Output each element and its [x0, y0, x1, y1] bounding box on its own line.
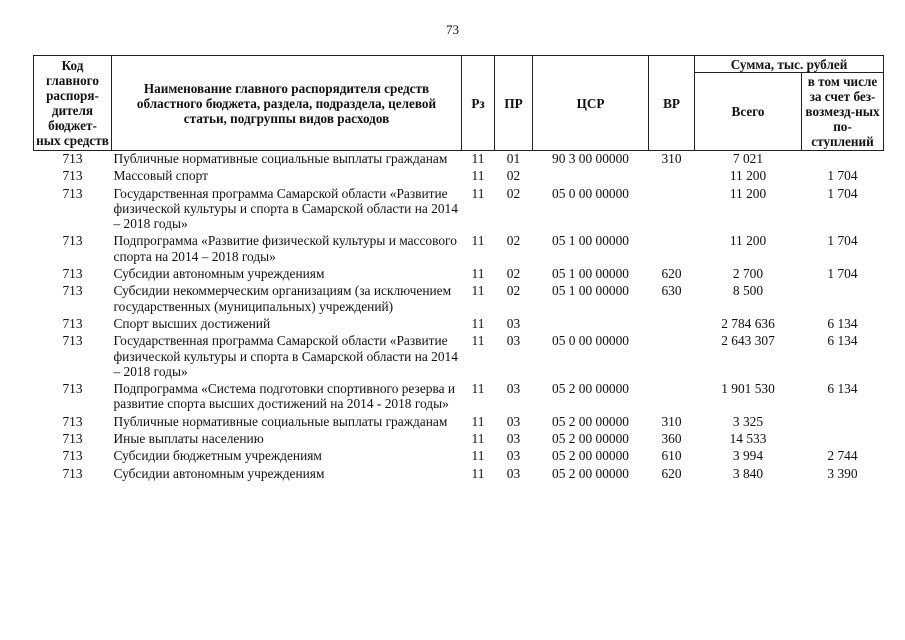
header-csr: ЦСР	[533, 56, 649, 151]
cell-code: 713	[62, 448, 83, 464]
table-row	[34, 266, 884, 283]
cell-free: 2 744	[827, 448, 858, 464]
cell-csr: 05 0 00 00000	[552, 333, 629, 349]
table-row	[34, 333, 884, 381]
cell-pr: 02	[506, 168, 521, 184]
cell-vr	[649, 233, 695, 266]
cell-total: 8 500	[732, 283, 764, 299]
cell-vr	[649, 333, 695, 381]
header-total: Всего	[695, 73, 802, 151]
cell-total: 3 840	[732, 465, 764, 481]
cell-code: 713	[62, 266, 83, 282]
table-body	[34, 151, 884, 483]
cell-csr	[533, 316, 649, 333]
cell-vr: 610	[661, 448, 682, 464]
cell-pr: 03	[506, 315, 521, 331]
cell-csr	[533, 168, 649, 185]
header-sum: Сумма, тыс. рублей	[695, 56, 884, 73]
cell-name: Спорт высших достижений	[113, 315, 271, 331]
table-row	[34, 448, 884, 465]
cell-pr: 02	[506, 266, 521, 282]
cell-pr: 03	[506, 381, 521, 397]
table-row	[34, 233, 884, 266]
cell-rz: 11	[471, 168, 485, 184]
cell-csr: 05 2 00 00000	[552, 413, 629, 429]
cell-rz: 11	[471, 448, 485, 464]
cell-csr: 05 0 00 00000	[552, 185, 629, 201]
table-row	[34, 283, 884, 316]
table-row	[34, 316, 884, 333]
cell-csr: 05 2 00 00000	[552, 465, 629, 481]
cell-free: 6 134	[827, 333, 858, 349]
cell-free: 3 390	[827, 465, 858, 481]
cell-name: Публичные нормативные социальные выплаты гражданам	[113, 151, 448, 166]
cell-name: Субсидии бюджетным учреждениям	[113, 448, 322, 464]
cell-vr: 360	[661, 431, 682, 447]
header-code: Код главного распоря-дителя бюджет-ных средств	[34, 56, 112, 151]
cell-free: 1 704	[827, 185, 858, 201]
table-row	[34, 466, 884, 483]
cell-pr: 01	[506, 151, 521, 166]
cell-free: 6 134	[827, 315, 858, 331]
cell-total: 11 200	[729, 233, 767, 249]
cell-code: 713	[62, 413, 83, 429]
cell-name: Субсидии автономным учреждениям	[113, 266, 325, 282]
cell-rz: 11	[471, 333, 485, 349]
cell-name: Подпрограмма «Развитие физической культуры и массового спорта на 2014 – 2018 годы»	[113, 233, 457, 264]
cell-total: 3 325	[732, 413, 764, 429]
cell-rz: 11	[471, 315, 485, 331]
page-number: 73	[446, 22, 459, 37]
cell-rz: 11	[471, 465, 485, 481]
header-pr: ПР	[495, 56, 533, 151]
cell-csr: 05 2 00 00000	[552, 448, 629, 464]
cell-csr: 90 3 00 00000	[552, 151, 629, 166]
cell-pr: 03	[506, 448, 521, 464]
cell-rz: 11	[471, 185, 485, 201]
cell-free	[802, 283, 884, 316]
cell-free	[802, 431, 884, 448]
cell-total: 2 784 636	[721, 315, 775, 331]
cell-name: Подпрограмма «Система подготовки спортивного резерва и развитие спорта высших достижений на 2014 - 2018 годы»	[113, 381, 456, 412]
cell-vr: 310	[661, 151, 682, 166]
cell-name: Публичные нормативные социальные выплаты гражданам	[113, 413, 448, 429]
cell-rz: 11	[471, 431, 485, 447]
cell-csr: 05 1 00 00000	[552, 283, 629, 299]
table-row	[34, 381, 884, 414]
cell-vr	[649, 316, 695, 333]
cell-code: 713	[62, 431, 83, 447]
cell-total: 11 200	[729, 185, 767, 201]
cell-code: 713	[62, 315, 83, 331]
cell-rz: 11	[471, 413, 485, 429]
cell-name: Государственная программа Самарской области «Развитие физической культуры и спорта в Самарской области на 2014 – 2018 годы»	[113, 333, 458, 379]
cell-name: Субсидии автономным учреждениям	[113, 465, 325, 481]
cell-pr: 02	[506, 185, 521, 201]
cell-total: 1 901 530	[721, 381, 775, 397]
cell-rz: 11	[471, 381, 485, 397]
cell-rz: 11	[471, 283, 485, 299]
cell-code: 713	[62, 185, 83, 201]
cell-code: 713	[62, 233, 83, 249]
cell-vr	[649, 186, 695, 234]
cell-vr	[649, 381, 695, 414]
cell-free: 1 704	[827, 266, 858, 282]
table-header	[34, 56, 884, 151]
cell-pr: 03	[506, 413, 521, 429]
cell-pr: 03	[506, 465, 521, 481]
cell-total: 7 021	[732, 151, 764, 166]
cell-vr: 620	[661, 266, 682, 282]
table-row	[34, 414, 884, 431]
budget-table	[33, 55, 884, 483]
cell-csr: 05 1 00 00000	[552, 266, 629, 282]
cell-free	[802, 151, 884, 169]
table-row	[34, 431, 884, 448]
cell-free	[802, 414, 884, 431]
header-rz: Рз	[462, 56, 495, 151]
table-row	[34, 151, 884, 169]
cell-code: 713	[62, 333, 83, 349]
cell-vr: 310	[661, 413, 682, 429]
cell-vr	[649, 168, 695, 185]
cell-name: Субсидии некоммерческим организациям (за исключением государственных (муниципальных) учреждений)	[113, 283, 452, 314]
cell-total: 2 700	[732, 266, 764, 282]
cell-pr: 03	[506, 431, 521, 447]
cell-name: Государственная программа Самарской области «Развитие физической культуры и спорта в Самарской области на 2014 – 2018 годы»	[113, 185, 458, 232]
cell-vr: 630	[661, 283, 682, 299]
cell-rz: 11	[471, 233, 485, 249]
table-row	[34, 168, 884, 185]
cell-vr: 620	[661, 465, 682, 481]
cell-total: 11 200	[729, 168, 767, 184]
cell-rz: 11	[471, 266, 485, 282]
cell-code: 713	[62, 465, 83, 481]
cell-pr: 02	[506, 233, 521, 249]
cell-pr: 03	[506, 333, 521, 349]
cell-csr: 05 1 00 00000	[552, 233, 629, 249]
cell-free: 1 704	[827, 233, 858, 249]
cell-pr: 02	[506, 283, 521, 299]
cell-name: Иные выплаты населению	[113, 431, 264, 447]
cell-free: 1 704	[827, 168, 858, 184]
header-name: Наименование главного распорядителя средств областного бюджета, раздела, подраздела, целевой статьи, подгруппы видов расходов	[112, 56, 462, 151]
cell-code: 713	[62, 168, 83, 184]
table-row	[34, 186, 884, 234]
cell-total: 14 533	[729, 431, 767, 447]
cell-rz: 11	[471, 151, 485, 166]
cell-total: 2 643 307	[721, 333, 775, 349]
cell-name: Массовый спорт	[113, 168, 208, 184]
cell-total: 3 994	[732, 448, 764, 464]
header-vr: ВР	[649, 56, 695, 151]
cell-csr: 05 2 00 00000	[552, 431, 629, 447]
cell-csr: 05 2 00 00000	[552, 381, 629, 397]
cell-code: 713	[62, 283, 83, 299]
cell-free: 6 134	[827, 381, 858, 397]
header-free: в том числе за счет без-возмезд-ных по-ступлений	[802, 73, 884, 151]
cell-code: 713	[62, 381, 83, 397]
cell-code: 713	[62, 151, 83, 166]
